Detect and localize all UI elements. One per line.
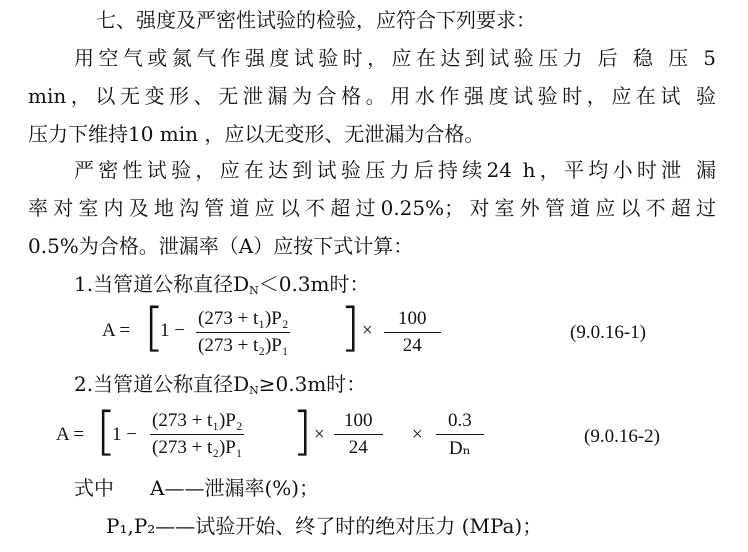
formula-2-factor-1 (334, 410, 383, 459)
formula-1-numerator: (273 + t₁)P₂ (196, 308, 290, 333)
paragraph-1-line-3: 压力下维持10 min ，应以无变形、无泄漏为合格。 (28, 122, 485, 146)
formula-2-factor-1-numerator: 100 (334, 410, 383, 435)
definition-a: A——泄漏率(%)； (150, 476, 320, 500)
paragraph-2-line-3: 0.5%为合格。泄漏率（A）应按下式计算： (28, 234, 414, 258)
formula-2-times-2: × (412, 424, 423, 445)
paragraph-1-line-1: 用空气或氮气作强度试验时，应在达到试验压力 后 稳 压 5 (74, 46, 716, 70)
formula-1-left-bracket: [ (144, 298, 165, 358)
formula-1-one-minus: 1 − (160, 320, 185, 341)
formula-2-numerator: (273 + t₁)P₂ (150, 410, 244, 435)
formula-1-denominator: (273 + t₂)P₁ (198, 335, 289, 356)
paragraph-2-line-1: 严密性试验，应在达到试验压力后持续24 h，平均小时泄 漏 (74, 158, 716, 182)
formula-2-times-1: × (314, 424, 325, 445)
paragraph-1-line-2: min，以无变形、无泄漏为合格。用水作强度试验时，应在试 验 (28, 84, 716, 108)
section-heading: 七、强度及严密性试验的检验，应符合下列要求： (96, 8, 536, 32)
formula-2-number: (9.0.16-2) (584, 426, 660, 447)
paragraph-2-line-2: 率对室内及地沟管道应以不超过0.25%；对室外管道应以不超过 (28, 196, 716, 220)
definitions-intro: 式中 (74, 476, 114, 500)
formula-1-factor (384, 308, 441, 357)
definition-p: P₁,P₂——试验开始、终了时的绝对压力 (MPa)； (106, 514, 543, 538)
formula-1-fraction (196, 308, 290, 357)
formula-2-factor-2-numerator: 0.3 (436, 410, 484, 435)
formula-2-left-bracket: [ (96, 402, 117, 462)
formula-2-denominator: (273 + t₂)P₁ (152, 437, 243, 458)
formula-2-one-minus: 1 − (112, 424, 137, 445)
case-2-label: 2.当管道公称直径$D_N\ge 0.3m$时： (74, 372, 367, 397)
formula-1-right-bracket: ] (340, 298, 361, 358)
formula-2-factor-2-denominator: Dₙ (448, 438, 471, 459)
formula-1-number: (9.0.16-1) (570, 322, 646, 343)
formula-2-fraction (150, 410, 244, 459)
formula-2-right-bracket: ] (292, 402, 313, 462)
formula-1-factor-numerator: 100 (384, 308, 441, 333)
formula-1-lhs: A = (102, 320, 131, 341)
formula-2-factor-2 (436, 410, 484, 460)
formula-2-lhs: A = (56, 424, 85, 445)
formula-1-times: × (362, 320, 373, 341)
case-1-label: 1.当管道公称直径$D_N<0.3m$时： (74, 272, 370, 297)
formula-1-factor-denominator: 24 (402, 335, 422, 356)
formula-2-factor-1-denominator: 24 (348, 437, 368, 458)
